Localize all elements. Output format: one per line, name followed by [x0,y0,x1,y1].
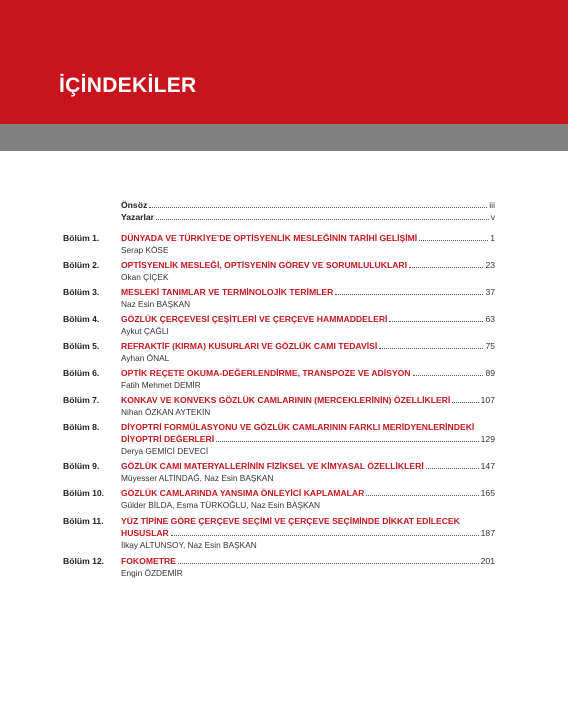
page-number: 165 [480,488,495,498]
dot-leader [389,320,483,322]
page-title: İÇİNDEKİLER [59,74,197,97]
page-number: 107 [480,395,495,405]
header-stripe [0,124,568,151]
chapter-link[interactable] [121,394,495,406]
chapter-title: DÜNYADA VE TÜRKİYE’DE OPTİSYENLİK MESLEĞİNİN TARİHİ GELİŞİMİ [121,233,418,243]
chapter-authors: İlkay ALTUNSOY, Naz Esin BAŞKAN [121,540,257,550]
chapter-number: Bölüm 11. [63,516,104,526]
chapter-number: Bölüm 5. [63,341,100,351]
chapter-title: DİYOPTRİ DEĞERLERİ [121,434,215,444]
header-band [0,0,568,124]
dot-leader [171,534,479,536]
dot-leader [452,401,478,403]
dot-leader [335,293,483,295]
chapter-number: Bölüm 12. [63,556,105,566]
dot-leader [379,347,483,349]
chapter-title: FOKOMETRE [121,556,176,566]
chapter-title-line[interactable]: DİYOPTRİ FORMÜLASYONU VE GÖZLÜK CAMLARININ FARKLI MERİDYENLERİNDEKİ [121,422,475,432]
chapter-title: GÖZLÜK ÇERÇEVESİ ÇEŞİTLERİ VE ÇERÇEVE HAMMADDELERİ [121,314,388,324]
chapter-authors: Fatih Mehmet DEMİR [121,380,201,390]
chapter-title: REFRAKTİF (KIRMA) KUSURLARI VE GÖZLÜK CAMI TEDAVİSİ [121,341,378,351]
chapter-number: Bölüm 6. [63,368,100,378]
dot-leader [156,218,489,220]
toc-front-item[interactable]: Yazarlar v [121,212,495,222]
chapter-link[interactable] [121,527,495,539]
chapter-number: Bölüm 3. [63,287,100,297]
chapter-link[interactable] [121,367,495,379]
chapter-title: OPTİSYENLİK MESLEĞİ, OPTİSYENİN GÖREV VE SORUMLULUKLARI [121,260,408,270]
dot-leader [426,467,479,469]
chapter-title: OPTİK REÇETE OKUMA-DEĞERLENDİRME, TRANSPOZE VE ADİSYON [121,368,411,378]
page-number: 201 [480,556,495,566]
chapter-link[interactable] [121,232,495,244]
chapter-link[interactable] [121,313,495,325]
dot-leader [216,440,479,442]
chapter-authors: Okan ÇİÇEK [121,272,169,282]
page-number: 23 [485,260,495,270]
chapter-number: Bölüm 7. [63,395,100,405]
chapter-authors: Ayhan ÖNAL [121,353,170,363]
dot-leader [149,206,487,208]
chapter-number: Bölüm 1. [63,233,100,243]
dot-leader [366,494,478,496]
chapter-title-line[interactable]: YÜZ TİPİNE GÖRE ÇERÇEVE SEÇİMİ VE ÇERÇEVE SEÇİMİNDE DİKKAT EDİLECEK [121,516,460,526]
page-number: 147 [480,461,495,471]
page-number: 89 [485,368,495,378]
chapter-number: Bölüm 4. [63,314,100,324]
chapter-authors: Gülder BİLDA, Esma TÜRKOĞLU, Naz Esin BAŞKAN [121,500,321,510]
chapter-link[interactable] [121,460,495,472]
chapter-title: GÖZLÜK CAMI MATERYALLERİNİN FİZİKSEL VE KİMYASAL ÖZELLİKLERİ [121,461,424,471]
chapter-title: HUSUSLAR [121,528,169,538]
chapter-title: KONKAV VE KONVEKS GÖZLÜK CAMLARININ (MERCEKLERİNİN) ÖZELLİKLERİ [121,395,451,405]
chapter-number: Bölüm 2. [63,260,100,270]
chapter-authors: Müyesser ALTINDAĞ, Naz Esin BAŞKAN [121,473,274,483]
page-number: v [490,212,495,222]
dot-leader [409,266,483,268]
chapter-link[interactable] [121,433,495,445]
dot-leader [419,239,488,241]
chapter-link[interactable] [121,286,495,298]
page-number: 63 [485,314,495,324]
page-number: 129 [480,434,495,444]
page-number: 187 [480,528,495,538]
chapter-title: GÖZLÜK CAMLARINDA YANSIMA ÖNLEYİCİ KAPLAMALAR [121,488,365,498]
dot-leader [178,562,479,564]
page-number: 1 [490,233,495,243]
chapter-link[interactable] [121,340,495,352]
chapter-link[interactable] [121,487,495,499]
chapter-authors: Serap KÖSE [121,245,169,255]
chapter-authors: Naz Esin BAŞKAN [121,299,191,309]
chapter-number: Bölüm 10. [63,488,105,498]
chapter-number: Bölüm 9. [63,461,100,471]
chapter-authors: Derya GEMİCİ DEVECİ [121,446,209,456]
chapter-number: Bölüm 8. [63,422,100,432]
chapter-link[interactable] [121,555,495,567]
chapter-link[interactable] [121,259,495,271]
page-number: 75 [485,341,495,351]
dot-leader [413,374,484,376]
page-number: iii [489,200,495,210]
chapter-authors: Aykut ÇAĞLI [121,326,169,336]
chapter-title: MESLEKİ TANIMLAR VE TERMİNOLOJİK TERİMLER [121,287,334,297]
toc-front-item[interactable]: Önsöz iii [121,200,495,210]
page-number: 37 [485,287,495,297]
chapter-authors: Nihan ÖZKAN AYTEKİN [121,407,211,417]
chapter-authors: Engin ÖZDEMİR [121,568,183,578]
